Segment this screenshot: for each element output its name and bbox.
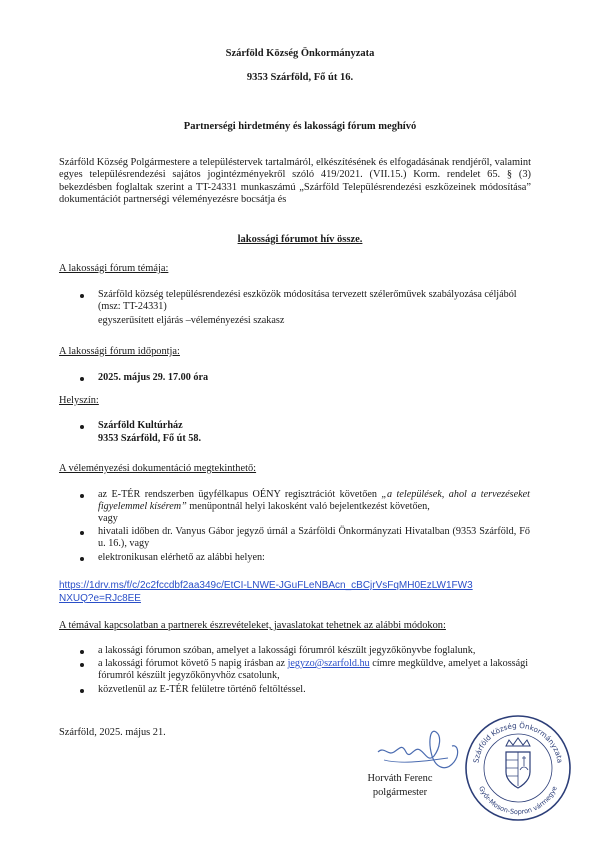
intro-paragraph: Szárföld Község Polgármestere a településtervek tartalmáról, elkészítésének és elfogadásának rendjéről, valamint egyes településrendezési sajátos jogintézményekről szóló 419/2021. (VII.15.) Korm. rendelet 65. § (3) bekezdésben foglaltak szerint a TT-24331 munkaszámú „Szárföld Településrendezési eszközeinek módosítása” dokumentációt partnerségi véleményezésre bocsátja és [59, 157, 532, 206]
remarks-item3: közvetlenül az E-TÉR felületre történő feltöltéssel. [98, 684, 306, 695]
place-heading: Helyszín: [59, 395, 99, 406]
docs-item2: hivatali időben dr. Vanyus Gábor jegyző úrnál a Szárföldi Önkormányzati Hivatalban (9353 Szárföld, Fő u. 16.), vagy [98, 526, 530, 550]
bullet-dot [80, 494, 84, 498]
docs-item1-or: vagy [98, 513, 118, 525]
org-address: 9353 Szárföld, Fő út 16. [246, 72, 354, 83]
bullet-dot [80, 425, 84, 429]
org-name: Szárföld Község Önkormányzata [225, 48, 375, 59]
bullet-dot [80, 663, 84, 667]
bullet-dot [80, 650, 84, 654]
email-link[interactable]: jegyzo@szarfold.hu [287, 658, 370, 669]
bullet-dot [80, 557, 84, 561]
docs-item1-text: az E-TÉR rendszerben ügyfélkapus OÉNY regisztrációt követően [98, 489, 382, 500]
remarks-item2 [98, 658, 530, 682]
docs-item1 [98, 489, 530, 526]
bullet-dot [80, 689, 84, 693]
docs-item3: elektronikusan elérhető az alábbi helyen: [98, 552, 265, 563]
document-title: Partnerségi hirdetmény és lakossági fórum meghívó [183, 121, 417, 132]
remarks-item2-tail: címre megküldve, amelyet a lakossági fórumról készült jegyzőkönyvhöz csatolunk, [98, 658, 529, 682]
seal-top-text: Szárföld Község Önkormányzata [471, 720, 565, 764]
documentation-link[interactable]: https://1drv.ms/f/c/2c2fccdbf2aa349c/EtCI-LNWE-JGuFLeNBAcn_cBCjrVsFqMH0EzLW1FW3NXUQ?e=RJc8EE [59, 580, 473, 604]
signatory-name: Horváth Ferenc [367, 773, 433, 784]
time-value: 2025. május 29. 17.00 óra [98, 372, 209, 383]
topic-line1: Szárföld község településrendezési eszközök módosítása tervezett szélerőművek szabályozása céljából (msz: TT-24331) [98, 289, 517, 313]
bullet-dot [80, 377, 84, 381]
signatory-role: polgármester [372, 787, 428, 798]
bullet-dot [80, 294, 84, 298]
place-line1: Szárföld Kultúrház [98, 420, 183, 431]
docs-heading: A véleményezési dokumentáció megtekinthető: [59, 463, 257, 474]
place-line2: 9353 Szárföld, Fő út 58. [98, 433, 202, 444]
remarks-item1: a lakossági fórumon szóban, amelyet a lakossági fórumról készült jegyzőkönyvbe foglalunk, [98, 645, 476, 656]
official-seal-icon [462, 712, 574, 824]
topic-heading: A lakossági fórum témája: [59, 263, 169, 274]
convene-line: lakossági fórumot hív össze. [237, 234, 363, 245]
remarks-heading: A témával kapcsolatban a partnerek észrevételeket, javaslatokat tehetnek az alábbi módokon: [59, 620, 446, 631]
seal-bottom-text: Győr-Moson-Sopron vármegye [477, 784, 559, 817]
remarks-item2-text: a lakossági fórumot követő 5 napig írásban az [98, 658, 288, 669]
bullet-dot [80, 531, 84, 535]
topic-line2: egyszerűsített eljárás –véleményezési szakasz [98, 315, 285, 326]
time-heading: A lakossági fórum időpontja: [59, 346, 180, 357]
date-line: Szárföld, 2025. május 21. [59, 727, 166, 738]
docs-menu-name: „a települések, ahol a tervezéseket figyelemmel kísérem” [98, 489, 530, 513]
docs-item1-tail: menüpontnál helyi lakosként való bejelentkezést követően, [186, 501, 430, 513]
